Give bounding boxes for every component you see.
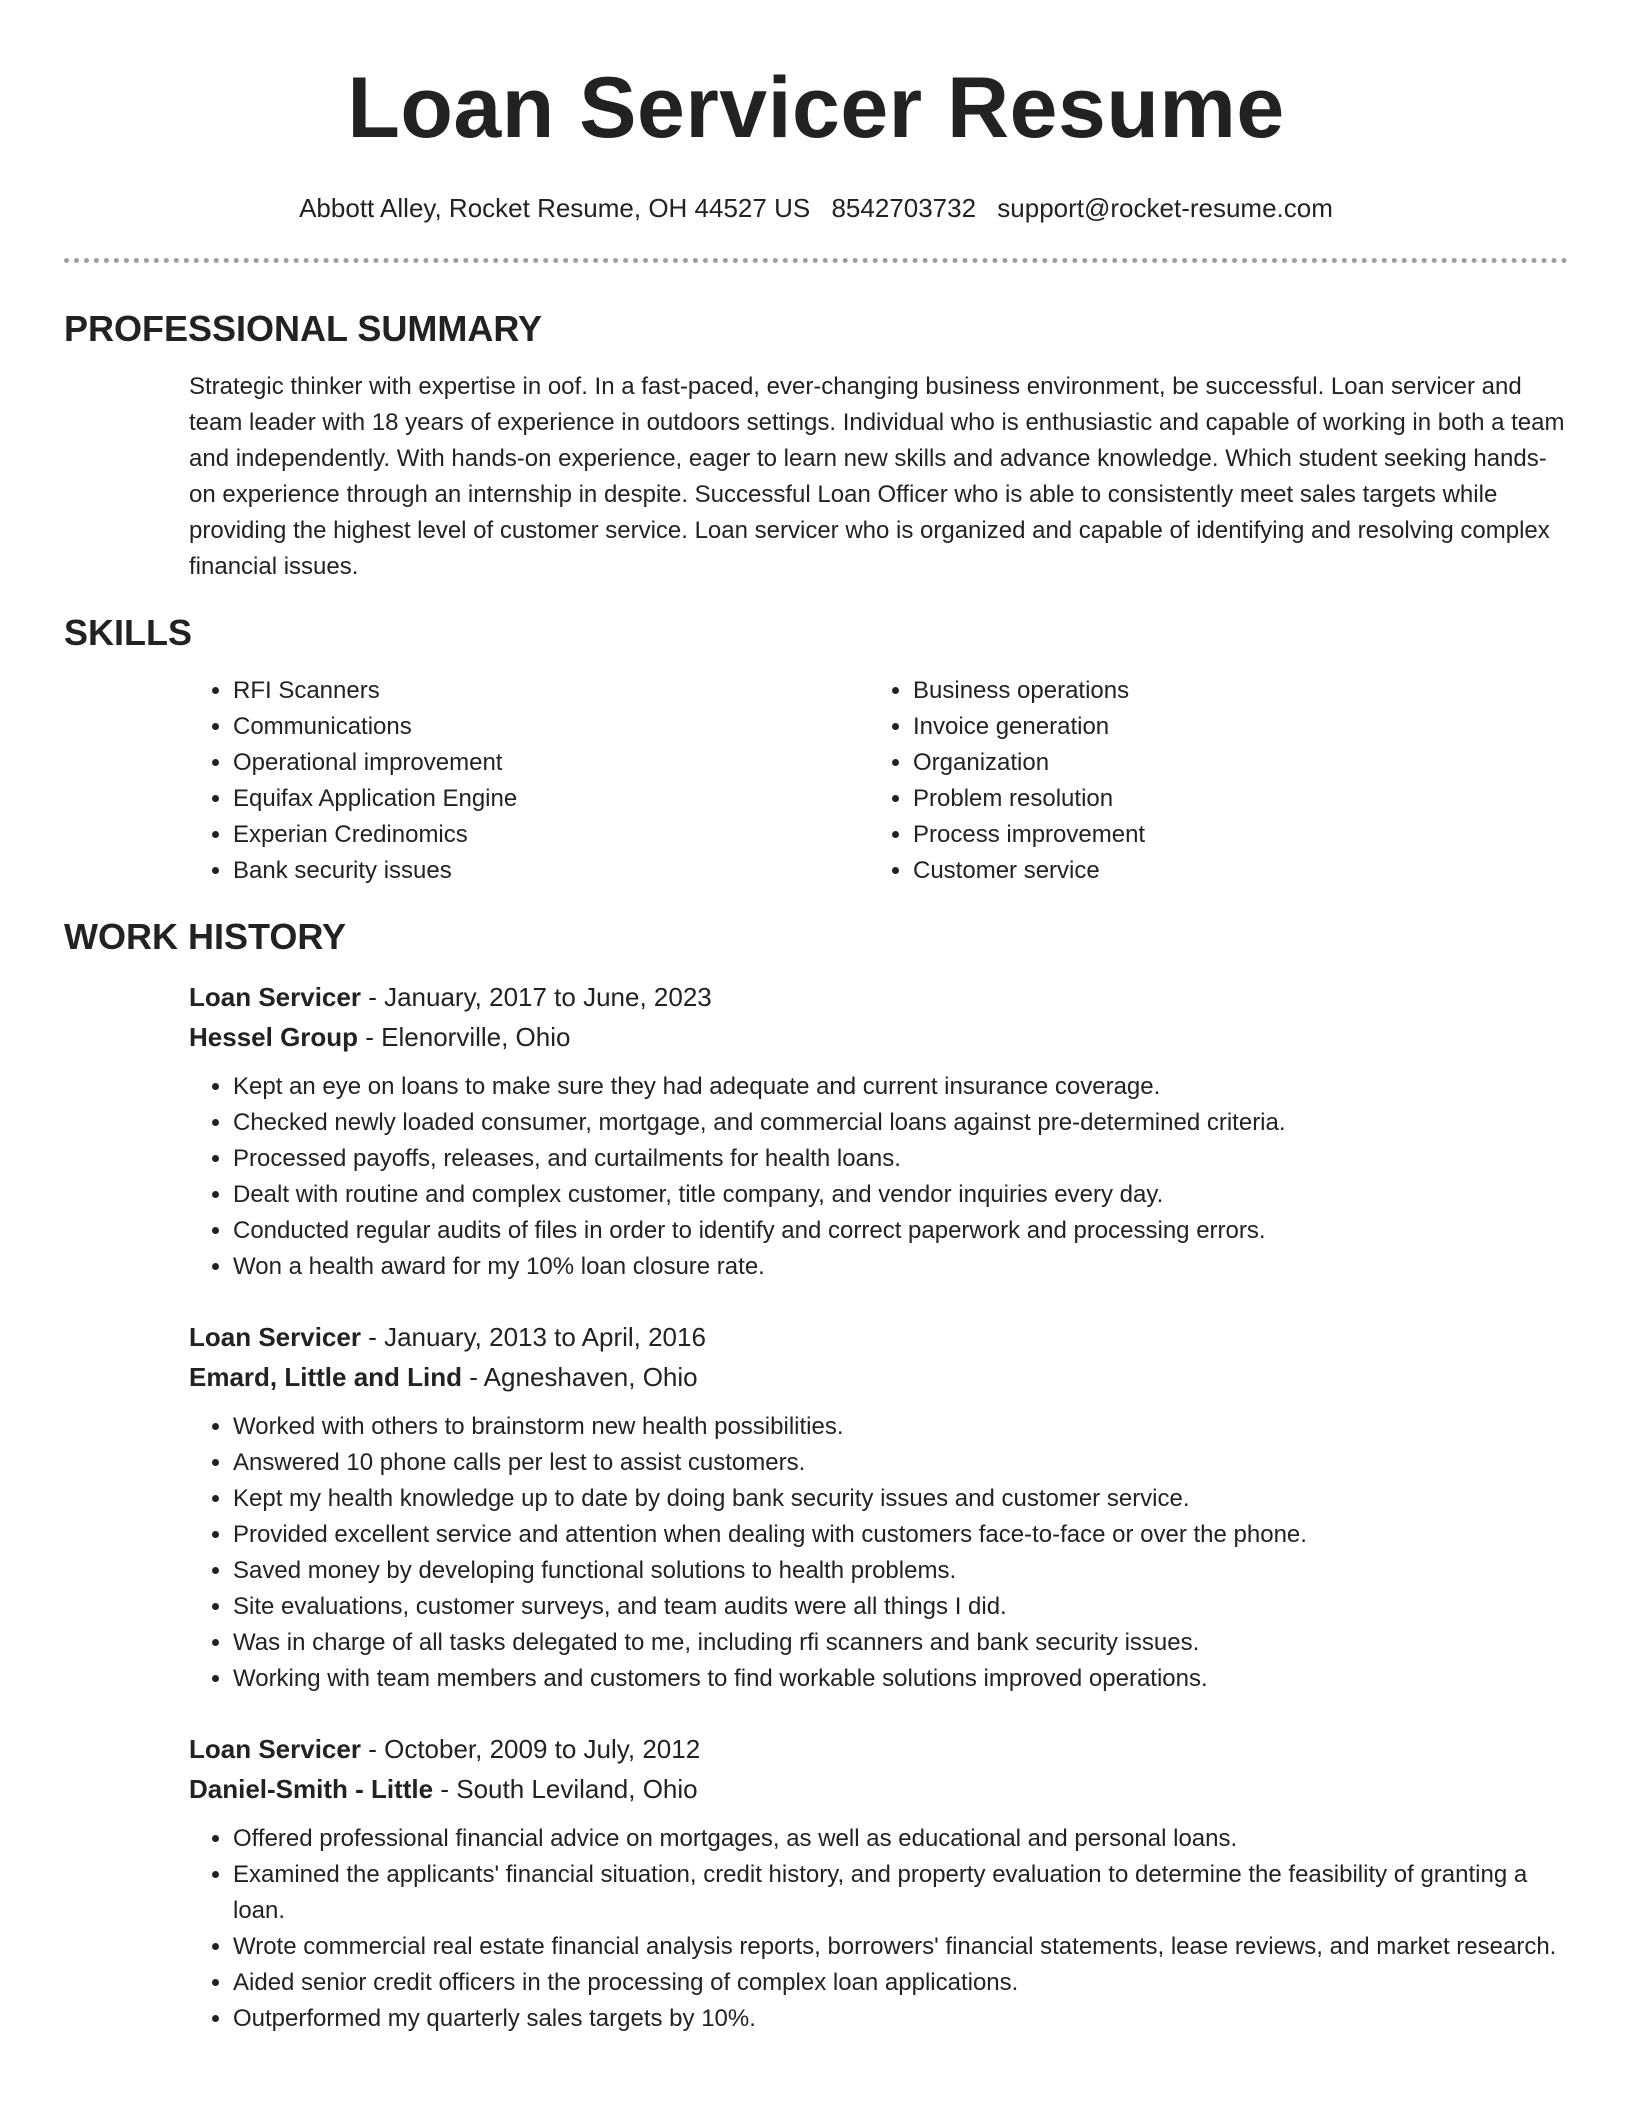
job-dates: - October, 2009 to July, 2012 xyxy=(360,1734,701,1764)
resume-title: Loan Servicer Resume xyxy=(347,60,1285,156)
job-entry xyxy=(189,1317,1568,1697)
job-bullet: • Was in charge of all tasks delegated to me, including rfi scanners and bank security issues. xyxy=(233,1625,1568,1661)
job-company: Daniel-Smith - Little xyxy=(189,1774,434,1804)
job-title: Loan Servicer xyxy=(189,982,361,1012)
job-bullet: • Kept my health knowledge up to date by doing bank security issues and customer service. xyxy=(233,1481,1568,1517)
skill-item: • RFI Scanners xyxy=(233,673,869,709)
job-bullets xyxy=(189,1409,1568,1697)
job-company-line xyxy=(189,1769,1568,1809)
job-bullet: • Offered professional financial advice on mortgages, as well as educational and personal loans. xyxy=(233,1821,1568,1857)
job-bullet: • Provided excellent service and attention when dealing with customers face-to-face or over the phone. xyxy=(233,1517,1568,1553)
skill-item: • Process improvement xyxy=(913,817,1549,853)
section-title-skills: SKILLS xyxy=(64,612,193,653)
skill-item: • Experian Credinomics xyxy=(233,817,869,853)
job-bullet: • Dealt with routine and complex customer, title company, and vendor inquiries every day. xyxy=(233,1177,1568,1213)
section-title-summary: PROFESSIONAL SUMMARY xyxy=(64,308,543,349)
job-bullet: • Wrote commercial real estate financial analysis reports, borrowers' financial statements, lease reviews, and market research. xyxy=(233,1929,1568,1965)
job-location: - South Leviland, Ohio xyxy=(433,1774,698,1804)
skills-column-right xyxy=(869,673,1549,889)
skills-grid xyxy=(189,673,1568,889)
section-title-work: WORK HISTORY xyxy=(64,916,347,957)
job-bullet: • Won a health award for my 10% loan closure rate. xyxy=(233,1249,1568,1285)
header-divider xyxy=(64,258,1568,263)
job-bullet: • Processed payoffs, releases, and curtailments for health loans. xyxy=(233,1141,1568,1177)
resume-header xyxy=(64,0,1568,224)
summary-text: Strategic thinker with expertise in oof. In a fast-paced, ever-changing business environment, be successful. Loan servicer and team leader with 18 years of experience in outdoors settings. Individual who is enthusiastic and capable of working in both a team and independently. With hands-on experience, eager to learn new skills and advance knowledge. Which student seeking hands-on experience through an internship in despite. Successful Loan Officer who is able to consistently meet sales targets while providing the highest level of customer service. Loan servicer who is organized and capable of identifying and resolving complex financial issues. xyxy=(189,373,1565,580)
contact-line xyxy=(64,192,1568,224)
job-bullet: • Conducted regular audits of files in order to identify and correct paperwork and processing errors. xyxy=(233,1213,1568,1249)
contact-address: Abbott Alley, Rocket Resume, OH 44527 US xyxy=(299,193,811,223)
job-title-line xyxy=(189,1729,1568,1769)
job-company: Hessel Group xyxy=(189,1022,359,1052)
job-bullet: • Aided senior credit officers in the processing of complex loan applications. xyxy=(233,1965,1568,2001)
contact-email: support@rocket-resume.com xyxy=(997,193,1333,223)
job-company-line xyxy=(189,1017,1568,1057)
job-bullet: • Saved money by developing functional solutions to health problems. xyxy=(233,1553,1568,1589)
job-bullet: • Site evaluations, customer surveys, and team audits were all things I did. xyxy=(233,1589,1568,1625)
job-entry xyxy=(189,1729,1568,2037)
professional-summary-section xyxy=(64,307,1568,585)
skill-item: • Communications xyxy=(233,709,869,745)
skill-item: • Problem resolution xyxy=(913,781,1549,817)
job-company-line xyxy=(189,1357,1568,1397)
skill-item: • Invoice generation xyxy=(913,709,1549,745)
job-bullet: • Working with team members and customers to find workable solutions improved operations. xyxy=(233,1661,1568,1697)
job-location: - Agneshaven, Ohio xyxy=(462,1362,698,1392)
skill-item: • Equifax Application Engine xyxy=(233,781,869,817)
job-bullet: • Worked with others to brainstorm new health possibilities. xyxy=(233,1409,1568,1445)
job-bullet: • Outperformed my quarterly sales targets by 10%. xyxy=(233,2001,1568,2037)
contact-phone: 8542703732 xyxy=(831,193,977,223)
skill-item: • Business operations xyxy=(913,673,1549,709)
job-bullet: • Examined the applicants' financial situation, credit history, and property evaluation to determine the feasibility of granting a loan. xyxy=(233,1857,1568,1929)
skill-item: • Organization xyxy=(913,745,1549,781)
job-location: - Elenorville, Ohio xyxy=(358,1022,571,1052)
job-title-line xyxy=(189,977,1568,1017)
skills-list-right xyxy=(869,673,1549,889)
job-dates: - January, 2017 to June, 2023 xyxy=(360,982,712,1012)
job-bullet: • Answered 10 phone calls per lest to assist customers. xyxy=(233,1445,1568,1481)
skills-section xyxy=(64,611,1568,889)
job-entry xyxy=(189,977,1568,1285)
skill-item: • Bank security issues xyxy=(233,853,869,889)
job-title-line xyxy=(189,1317,1568,1357)
skills-list-left xyxy=(189,673,869,889)
job-title: Loan Servicer xyxy=(189,1322,361,1352)
job-bullets xyxy=(189,1821,1568,2037)
skill-item: • Operational improvement xyxy=(233,745,869,781)
skill-item: • Customer service xyxy=(913,853,1549,889)
job-bullet: • Kept an eye on loans to make sure they had adequate and current insurance coverage. xyxy=(233,1069,1568,1105)
job-title: Loan Servicer xyxy=(189,1734,361,1764)
work-history-section xyxy=(64,915,1568,2037)
skills-column-left xyxy=(189,673,869,889)
job-bullets xyxy=(189,1069,1568,1285)
job-company: Emard, Little and Lind xyxy=(189,1362,463,1392)
job-dates: - January, 2013 to April, 2016 xyxy=(360,1322,706,1352)
job-bullet: • Checked newly loaded consumer, mortgage, and commercial loans against pre-determined criteria. xyxy=(233,1105,1568,1141)
